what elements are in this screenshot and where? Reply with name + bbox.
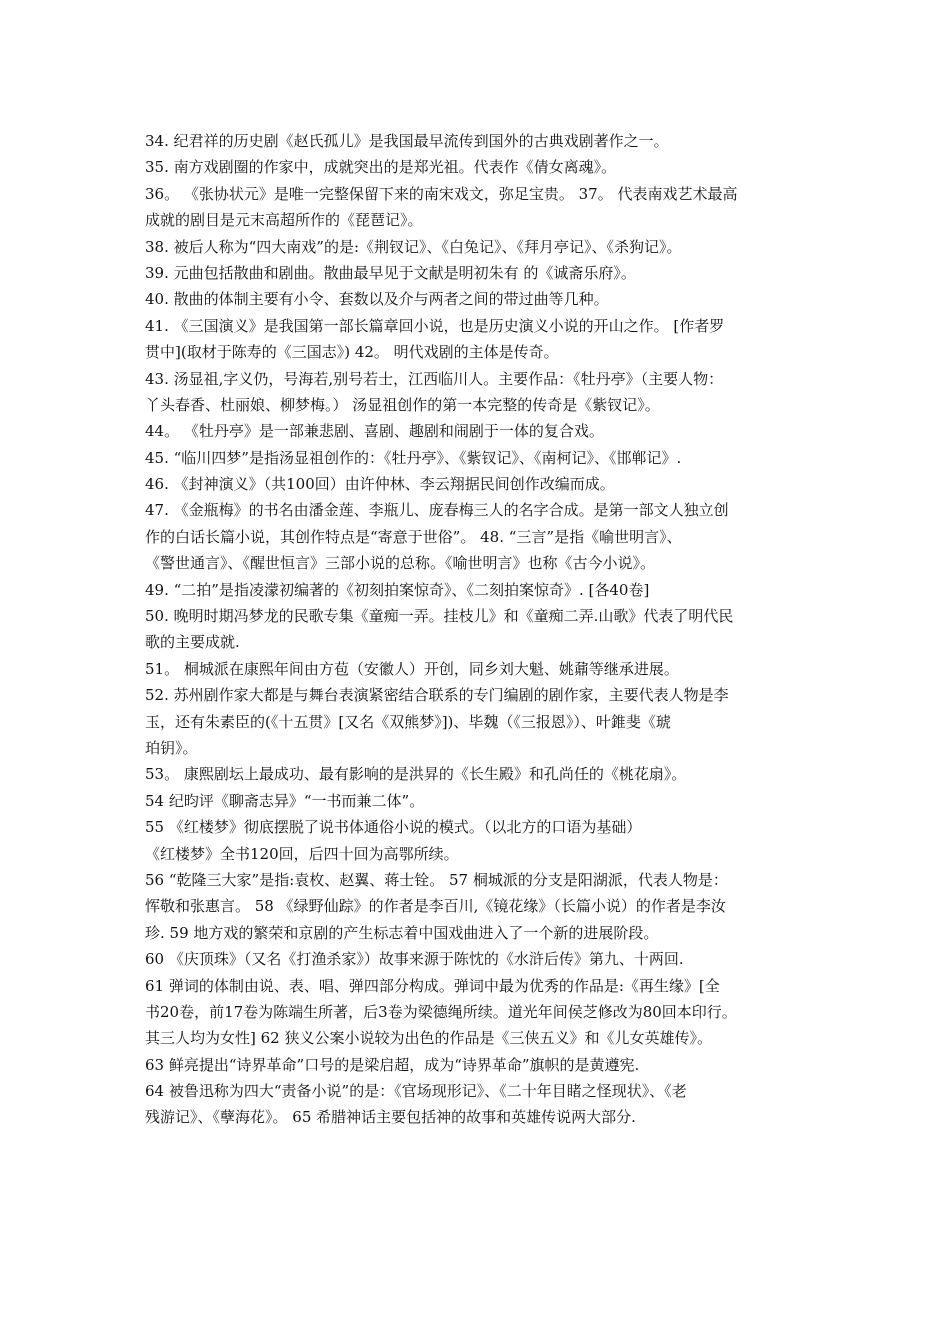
text-line: 64 被鲁迅称为四大“责备小说”的是：《官场现形记》、《二十年目睹之怪现状》、《老 [145,1082,687,1101]
text-line: 39. 元曲包括散曲和剧曲。散曲最早见于文献是明初朱有 的《诚斋乐府》。 [145,263,636,282]
document-page [145,128,815,1131]
text-line: 52. 苏州剧作家大都是与舞台表演紧密结合联系的专门编剧的剧作家，主要代表人物是李 [145,686,729,705]
document-body [145,128,815,1131]
text-line: 36。 《张协状元》是唯一完整保留下来的南宋戏文，弥足宝贵。 37。 代表南戏艺术最高 [145,184,738,203]
text-line: 书20卷，前17卷为陈端生所著，后3卷为梁德绳所续。道光年间侯芝修改为80回本印行。 [145,1002,737,1021]
text-line: 56 “乾隆三大家”是指:袁枚、赵翼、蒋士铨。 57 桐城派的分支是阳湖派，代表人物是： [145,870,728,889]
text-line: 《红楼梦》全书120回，后四十回为高鄂所续。 [145,844,459,863]
text-line: 《警世通言》、《醒世恒言》三部小说的总称。《喻世明言》也称《古今小说》。 [145,554,656,573]
text-line: 43. 汤显祖,字义仍，号海若,别号若士，江西临川人。主要作品：《牡丹亭》（主要人物： [145,369,724,388]
text-line: 玉，还有朱素臣的(《十五贯》[又名《双熊梦》])、毕魏（《三报恩》）、叶錐斐《琥 [145,712,671,731]
text-line: 恽敬和张惠言。 58 《绿野仙踪》的作者是李百川,《镜花缘》（长篇小说）的作者是李汝 [145,897,726,916]
text-line: 55 《红楼梦》彻底摆脱了说书体通俗小说的模式。（以北方的口语为基础） [145,818,642,837]
text-line: 46. 《封神演义》（共100回）由许仲林、李云翔据民间创作改编而成。 [145,475,615,494]
text-line: 其三人均为女性] 62 狭义公案小说较为出色的作品是《三侠五义》和《儿女英雄传》。 [145,1029,712,1048]
text-line: 珀钥》。 [145,738,198,757]
text-line: 50. 晚明时期冯梦龙的民歌专集《童痴一弄。挂枝儿》和《童痴二弄.山歌》代表了明代民 [145,607,734,626]
text-line: 残游记》、《孽海花》。 65 希腊神话主要包括神的故事和英雄传说两大部分. [145,1108,636,1127]
text-line: 40. 散曲的体制主要有小令、套数以及介与两者之间的带过曲等几种。 [145,290,609,309]
text-line: 成就的剧目是元末高超所作的《琵琶记》。 [145,211,423,230]
text-line: 44。 《牡丹亭》是一部兼悲剧、喜剧、趣剧和闹剧于一体的复合戏。 [145,422,604,441]
text-line: 41. 《三国演义》是我国第一部长篇章回小说，也是历史演义小说的开山之作。 [作者罗 [145,316,725,335]
text-line: 作的白话长篇小说，其创作特点是“寄意于世俗”。 48. “三言”是指《喻世明言》、 [145,527,682,546]
text-line: 贯中](取材于陈寿的《三国志》) 42。 明代戏剧的主体是传奇。 [145,343,559,362]
text-line: 63 鲜亮提出“诗界革命”口号的是梁启超，成为“诗界革命”旗帜的是黄遵宪. [145,1055,640,1074]
text-line: 38. 被后人称为“四大南戏”的是:《荆钗记》、《白兔记》、《拜月亭记》、《杀狗记》。 [145,237,682,256]
text-line: 61 弹词的体制由说、表、唱、弹四部分构成。弹词中最为优秀的作品是:《再生缘》[全 [145,976,720,995]
text-line: 60 《庆顶珠》（又名《打渔杀家》）故事来源于陈忱的《水浒后传》第九、十两回. [145,950,684,969]
text-line: 歌的主要成就. [145,633,240,652]
text-line: 49. “二拍”是指凌濛初编著的《初刻拍案惊奇》、《二刻拍案惊奇》. [各40卷] [145,580,650,599]
text-line: 53。 康熙剧坛上最成功、最有影响的是洪昇的《长生殿》和孔尚任的《桃花扇》。 [145,765,687,784]
text-line: 45. “临川四梦”是指汤显祖创作的：《牡丹亭》、《紫钗记》、《南柯记》、《邯郸记》. [145,448,682,467]
text-line: 珍. 59 地方戏的繁荣和京剧的产生标志着中国戏曲进入了一个新的进展阶段。 [145,923,659,942]
text-line: 35. 南方戏剧圈的作家中，成就突出的是郑光祖。代表作《倩女离魂》。 [145,158,617,177]
text-line: 54 纪昀评《聊斋志异》“一书而兼二体”。 [145,791,425,810]
text-line: 51。 桐城派在康熙年间由方苞（安徽人）开创，同乡刘大魁、姚鼐等继承进展。 [145,659,679,678]
text-line: 47. 《金瓶梅》的书名由潘金莲、李瓶儿、庞春梅三人的名字合成。是第一部文人独立创 [145,501,729,520]
text-line: 丫头春香、杜丽娘、柳梦梅。） 汤显祖创作的第一本完整的传奇是《紫钗记》。 [145,395,660,414]
text-line: 34. 纪君祥的历史剧《赵氏孤儿》是我国最早流传到国外的古典戏剧著作之一。 [145,132,669,150]
